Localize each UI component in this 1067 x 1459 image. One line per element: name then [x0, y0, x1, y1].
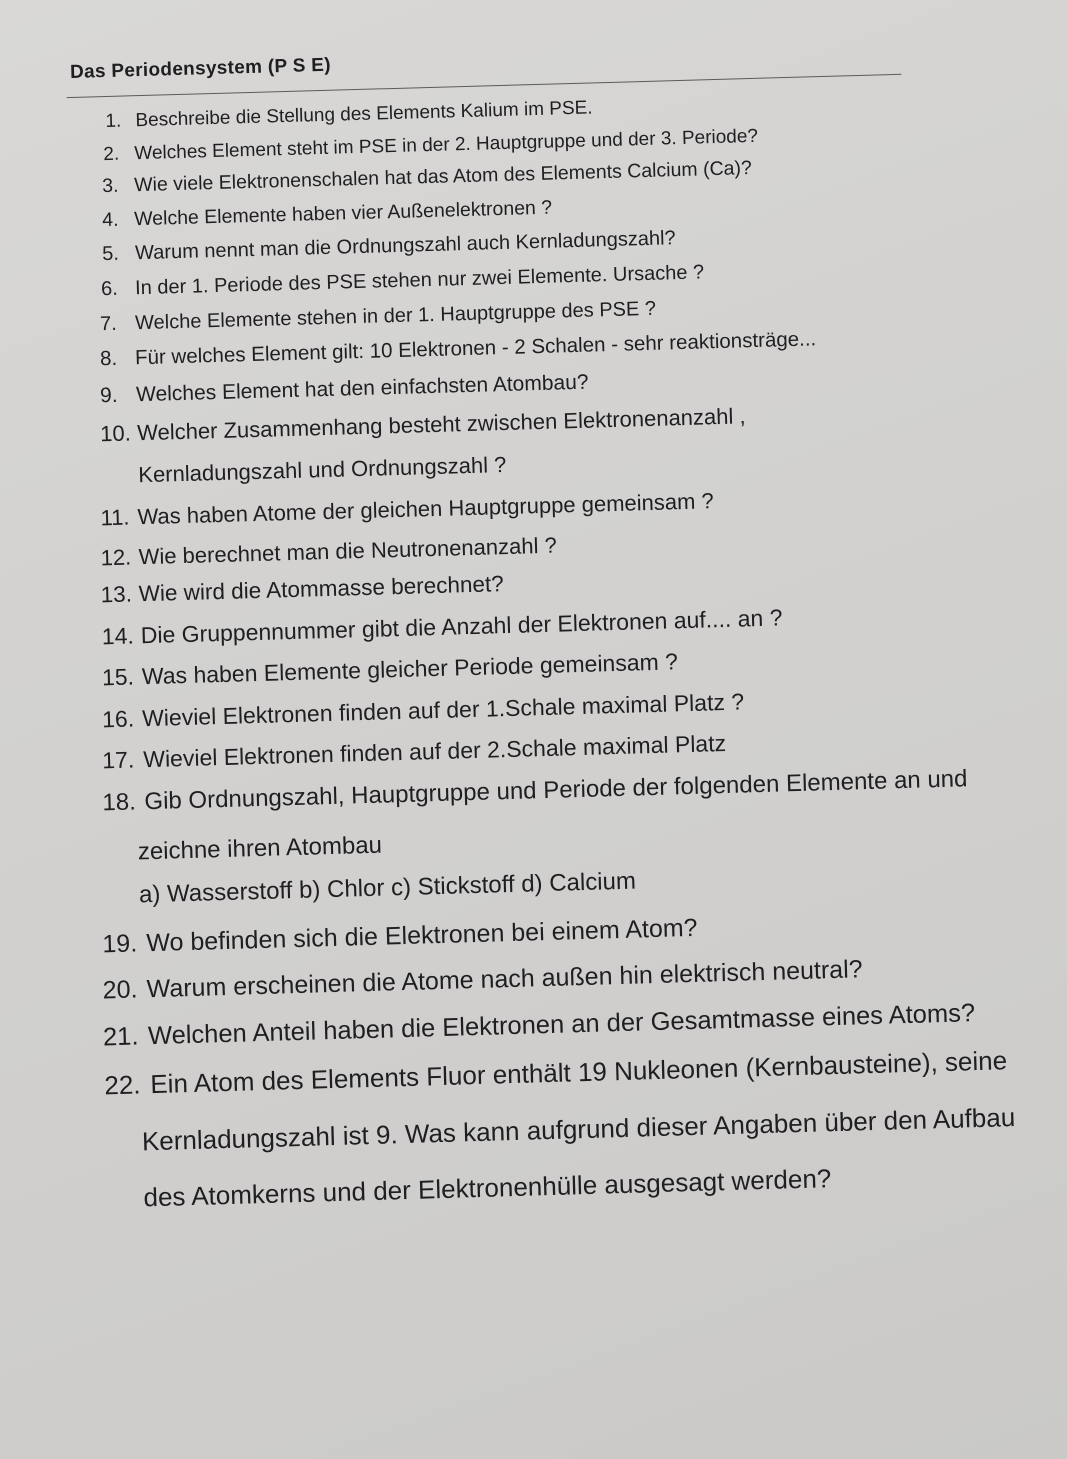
- question-12: [100, 532, 558, 571]
- question-text: des Atomkerns und der Elektronenhülle ausgesagt werden?: [143, 1163, 832, 1213]
- question-11: [100, 490, 714, 529]
- question-15: [102, 650, 679, 689]
- question-22-continued-2: [143, 1163, 832, 1213]
- question-number: 10.: [99, 420, 132, 447]
- page-title: Das Periodensystem (P S E): [69, 54, 332, 83]
- question-4: [101, 196, 553, 232]
- question-6: [101, 262, 705, 299]
- question-text: Wo befinden sich die Elektronen bei einem Atom?: [146, 913, 698, 958]
- question-number: 16.: [101, 705, 135, 733]
- question-number: 1.: [105, 110, 122, 133]
- question-number: 17.: [101, 746, 135, 774]
- question-number: 20.: [102, 975, 138, 1005]
- question-number: 22.: [103, 1069, 141, 1101]
- question-number: 13.: [100, 581, 133, 608]
- question-text: Wie berechnet man die Neutronenanzahl ?: [138, 532, 558, 570]
- question-18-continued: [137, 831, 383, 866]
- question-1: [105, 98, 593, 131]
- question-text: Wieviel Elektronen finden auf der 2.Schale maximal Platz: [142, 729, 727, 773]
- question-2: [103, 127, 758, 164]
- question-13: [100, 573, 504, 607]
- question-text: Was haben Elemente gleicher Periode gemeinsam ?: [141, 648, 679, 690]
- question-number: 11.: [100, 504, 130, 531]
- question-text: Warum erscheinen die Atome nach außen hin elektrisch neutral?: [146, 955, 863, 1004]
- question-18: [102, 767, 968, 815]
- question-text: Beschreibe die Stellung des Elements Kalium im PSE.: [135, 97, 593, 132]
- question-text: Welches Element hat den einfachsten Atombau?: [135, 370, 589, 407]
- question-text: Gib Ordnungszahl, Hauptgruppe und Periode der folgenden Elemente an und: [144, 765, 968, 816]
- question-text: Kernladungszahl und Ordnungszahl ?: [137, 451, 507, 488]
- question-20: [102, 957, 863, 1003]
- question-3: [102, 159, 752, 197]
- question-number: 12.: [100, 544, 132, 571]
- question-22: [103, 1045, 1008, 1101]
- question-19: [102, 913, 698, 959]
- question-text: Welche Elemente stehen in der 1. Hauptgruppe des PSE ?: [134, 297, 657, 335]
- question-number: 6.: [100, 277, 119, 301]
- question-16: [102, 690, 745, 731]
- question-text: Welches Element steht im PSE in der 2. Hauptgruppe und der 3. Periode?: [134, 125, 759, 165]
- question-text: Für welches Element gilt: 10 Elektronen - 2 Schalen - sehr reaktionsträge...: [134, 327, 817, 370]
- question-7: [100, 299, 656, 335]
- question-text: Kernladungszahl ist 9. Was kann aufgrund dieser Angaben über den Aufbau: [141, 1102, 1016, 1157]
- question-number: 8.: [99, 346, 118, 371]
- question-10: [100, 405, 746, 445]
- question-text: Wie viele Elektronenschalen hat das Atom des Elements Calcium (Ca)?: [133, 157, 753, 197]
- question-text: Was haben Atome der gleichen Hauptgruppe gemeinsam ?: [137, 488, 715, 530]
- question-number: 19.: [102, 929, 138, 959]
- question-text: Wie wird die Atommasse berechnet?: [138, 571, 505, 607]
- question-number: 7.: [99, 312, 118, 336]
- question-text: In der 1. Periode des PSE stehen nur zwei Elemente. Ursache ?: [134, 261, 705, 300]
- question-9: [100, 372, 589, 407]
- question-18-subitems: [138, 867, 637, 909]
- question-text: Ein Atom des Elements Fluor enthält 19 Nukleonen (Kernbausteine), seine: [149, 1045, 1008, 1100]
- question-number: 21.: [102, 1022, 139, 1052]
- question-17: [101, 729, 727, 774]
- question-text: Wieviel Elektronen finden auf der 1.Schale maximal Platz ?: [141, 688, 745, 732]
- question-number: 3.: [101, 174, 119, 198]
- question-14: [102, 606, 783, 648]
- question-5: [102, 228, 676, 264]
- question-text: Welcher Zusammenhang besteht zwischen Elektronenanzahl ,: [136, 403, 746, 446]
- question-number: 2.: [103, 143, 120, 166]
- question-text: Welche Elemente haben vier Außenelektronen ?: [133, 196, 553, 231]
- question-text: Warum nennt man die Ordnungszahl auch Kernladungszahl?: [134, 227, 676, 265]
- question-text: Welchen Anteil haben die Elektronen an der Gesamtmasse eines Atoms?: [147, 999, 976, 1051]
- question-number: 5.: [101, 242, 120, 266]
- question-22-continued: [141, 1102, 1016, 1157]
- question-text: a) Wasserstoff b) Chlor c) Stickstoff d) Calcium: [138, 867, 637, 909]
- question-number: 9.: [99, 383, 118, 408]
- question-number: 15.: [101, 663, 135, 691]
- question-number: 18.: [102, 788, 137, 817]
- question-text: Die Gruppennummer gibt die Anzahl der Elektronen auf.... an ?: [140, 604, 783, 649]
- question-text: zeichne ihren Atombau: [137, 831, 383, 866]
- question-10-continued: [137, 451, 507, 488]
- question-number: 14.: [101, 622, 135, 650]
- question-8: [100, 329, 817, 369]
- question-number: 4.: [101, 208, 119, 232]
- question-21: [103, 1001, 976, 1051]
